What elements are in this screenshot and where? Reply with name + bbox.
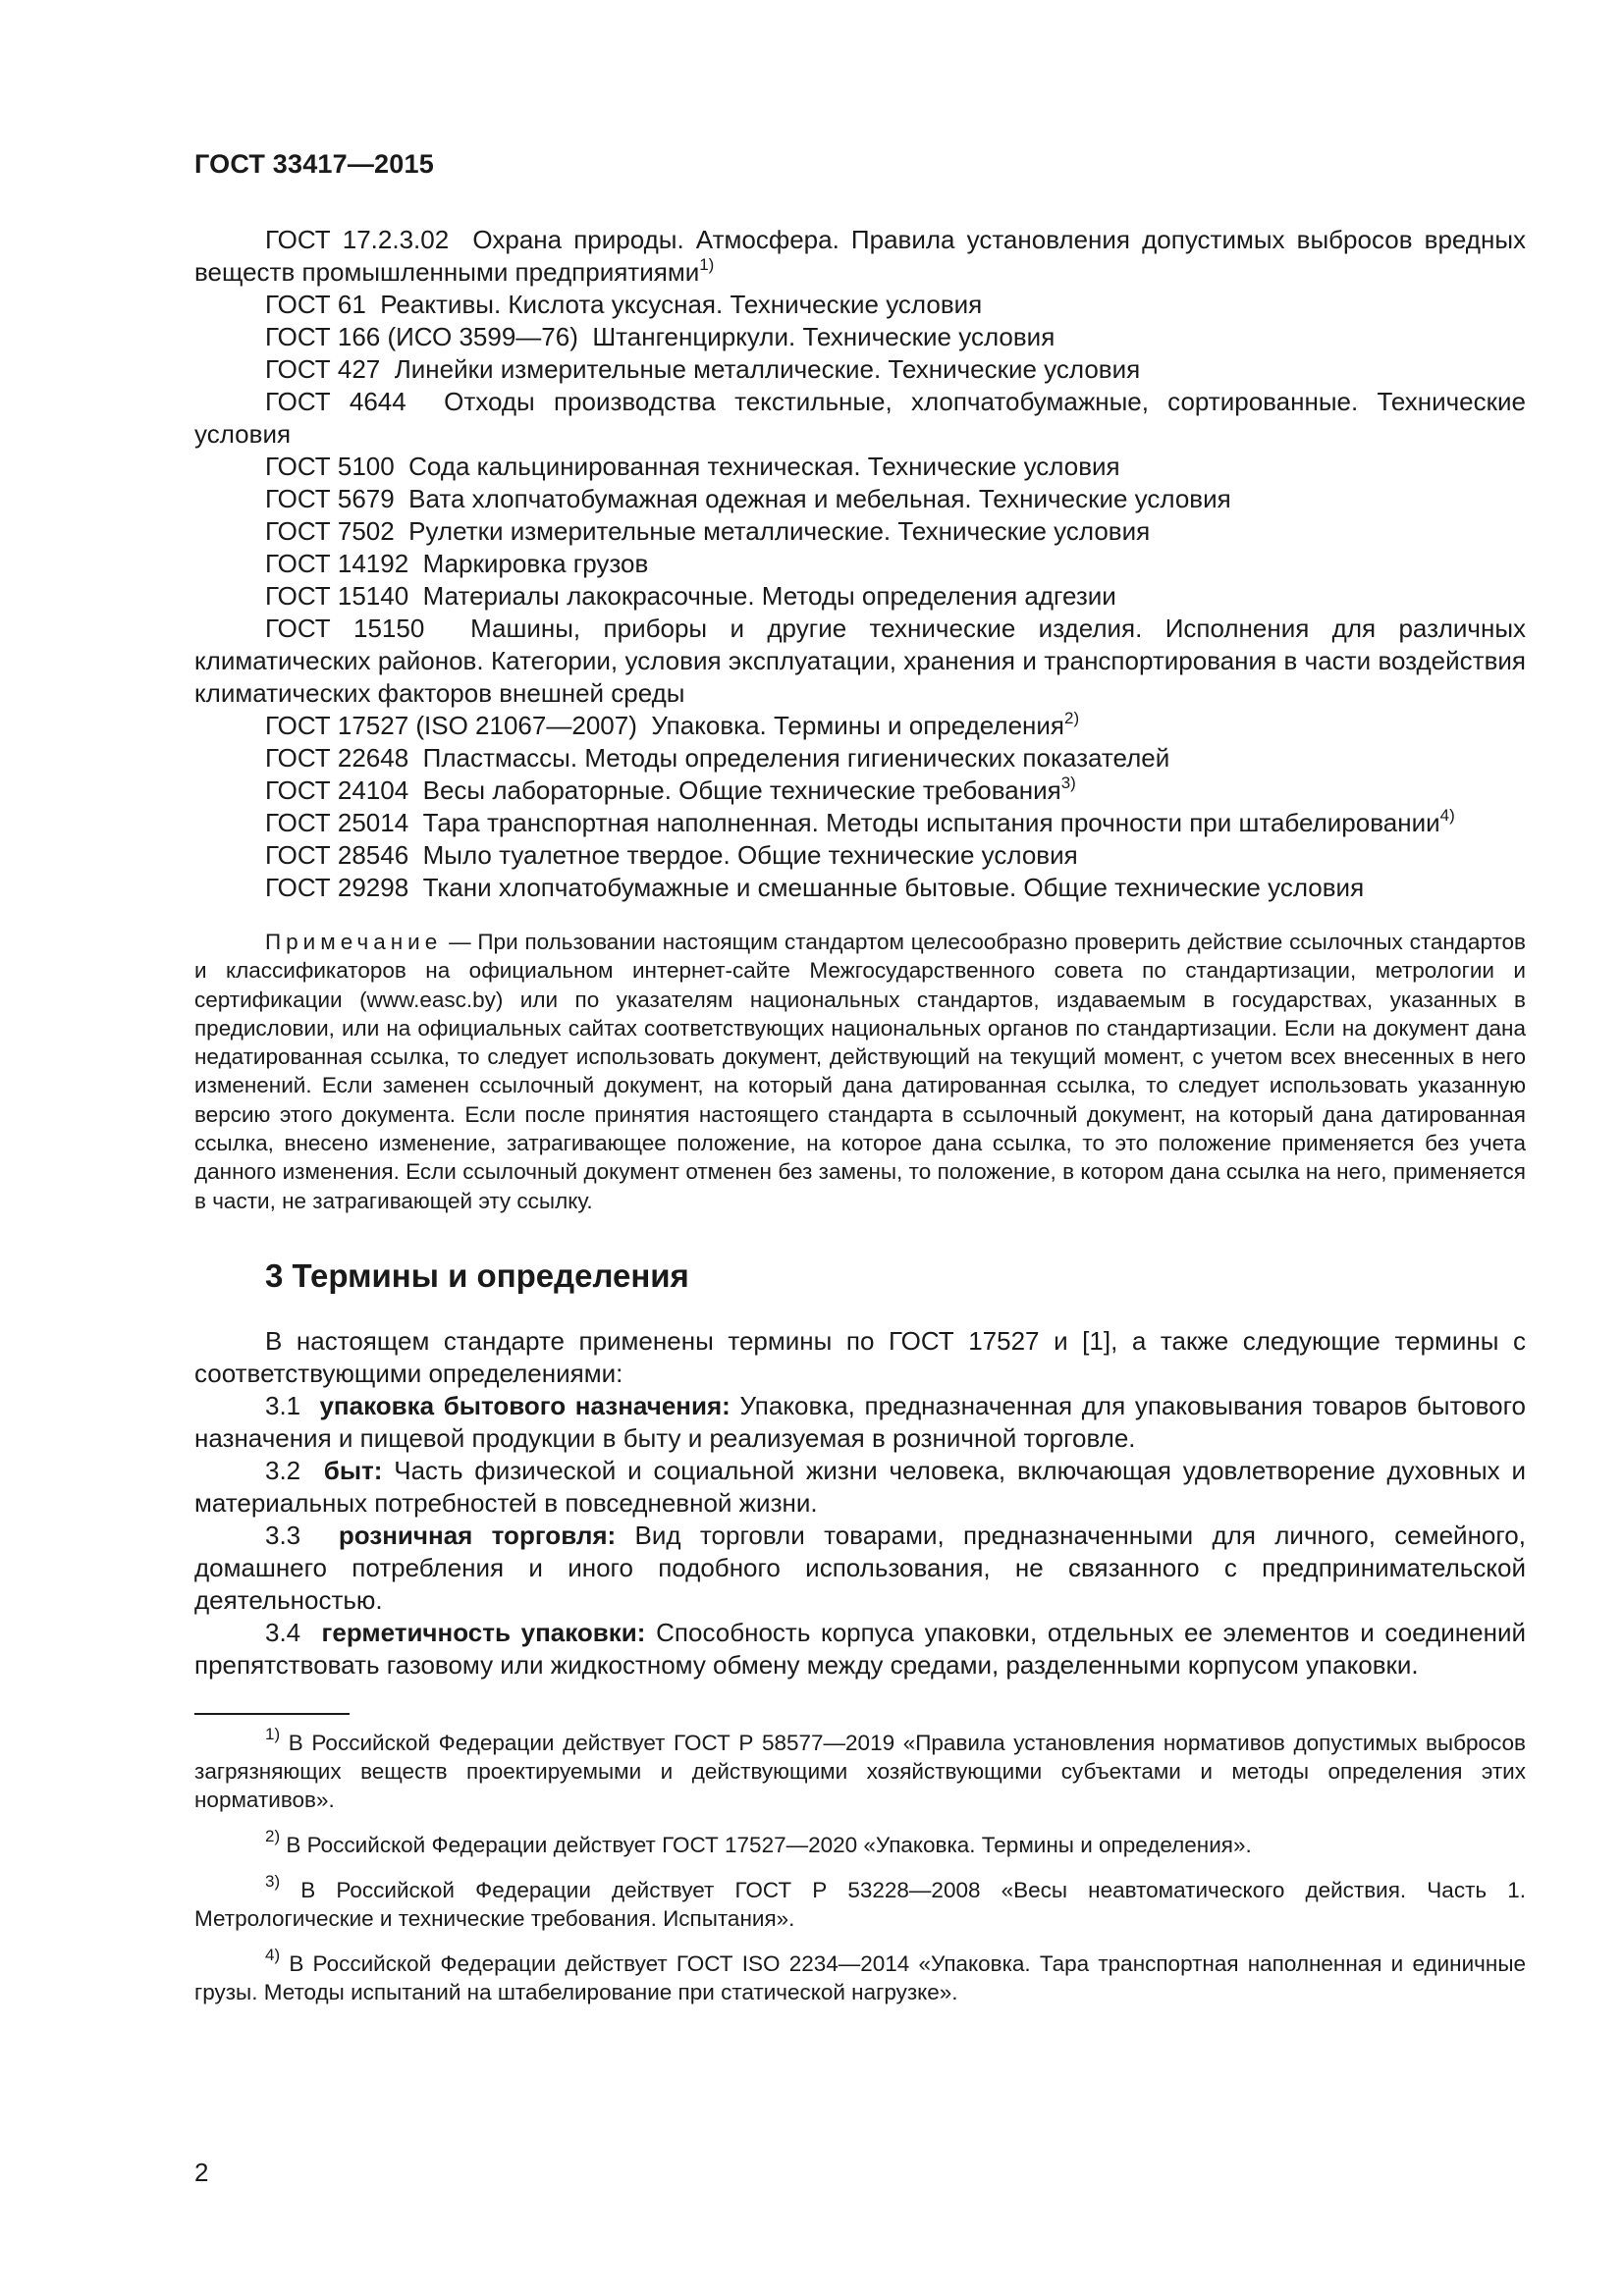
reference-title: Машины, приборы и другие технические изделия. Исполнения для различных климатических районов. Категории, условия эксплуатации, хранения и транспортирования в части воздействия климатических факторов внешней среды: [194, 614, 1527, 708]
term-entry: [194, 1455, 1526, 1520]
footnote-text: В Российской Федерации действует ГОСТ Р 58577—2019 «Правила установления нормативов допустимых выбросов загрязняющих веществ проектируемыми и действующими хозяйствующими субъектами и методы определения этих нормативов».: [194, 1730, 1526, 1812]
reference-title: Тара транспортная наполненная. Методы испытания прочности при штабелировании: [422, 808, 1440, 837]
reference-code: ГОСТ 427: [265, 354, 381, 384]
footnotes: [194, 1724, 1526, 2006]
reference-code: ГОСТ 166 (ИСО 3599—76): [265, 322, 578, 351]
reference-item: [194, 742, 1526, 774]
reference-code: ГОСТ 25014: [265, 808, 409, 837]
reference-code: ГОСТ 4644: [265, 387, 406, 416]
term-entry: [194, 1520, 1526, 1617]
reference-title: Линейки измерительные металлические. Технические условия: [394, 354, 1141, 384]
reference-item: [194, 774, 1526, 807]
footnote-mark: 2): [265, 1826, 281, 1845]
term-number: 3.2: [265, 1455, 301, 1485]
reference-item: [194, 807, 1526, 839]
references-note: [194, 928, 1526, 1215]
reference-item: [194, 580, 1526, 613]
footnote-separator: [194, 1713, 350, 1715]
term-entry: [194, 1617, 1526, 1682]
reference-item: [194, 451, 1526, 483]
term-number: 3.1: [265, 1390, 301, 1420]
footnote-text: В Российской Федерации действует ГОСТ Р 53228—2008 «Весы неавтоматического действия. Часть 1. Метрологические и технические требования. Испытания».: [194, 1877, 1526, 1931]
reference-code: ГОСТ 28546: [265, 840, 409, 870]
reference-code: ГОСТ 61: [265, 290, 366, 319]
reference-code: ГОСТ 5100: [265, 452, 395, 481]
reference-title: Отходы производства текстильные, хлопчатобумажные, сортированные. Технические условия: [194, 387, 1526, 449]
reference-code: ГОСТ 15150: [265, 614, 425, 643]
reference-code: ГОСТ 7502: [265, 516, 395, 546]
running-header: ГОСТ 33417—2015: [194, 149, 434, 179]
reference-title: Весы лабораторные. Общие технические требования: [422, 775, 1061, 805]
footnote-mark: 4): [265, 1945, 281, 1964]
reference-code: ГОСТ 14192: [265, 549, 409, 578]
footnote-ref: 4): [1439, 806, 1455, 825]
term-definition: Часть физической и социальной жизни человека, включающая удовлетворение духовных и материальных потребностей в повседневной жизни.: [194, 1455, 1527, 1518]
reference-item: [194, 515, 1526, 548]
reference-code: ГОСТ 5679: [265, 484, 395, 513]
footnote-mark: 3): [265, 1871, 281, 1891]
note-text: — При пользовании настоящим стандартом целесообразно проверить действие ссылочных стандартов и классификаторов на официальном интернет-сайте Межгосударственного совета по стандартизации, метрологии и сертификации (www.easc.by) или по указателям национальных стандартов, издаваемым в государствах, указанных в предисловии, или на официальных сайтах соответствующих национальных органов по стандартизации. Если на документ дана недатированная ссылка, то следует использовать документ, действующий на текущий момент, с учетом всех внесенных в него изменений. Если заменен ссылочный документ, на который дана датированная ссылка, то следует использовать указанную версию этого документа. Если после принятия настоящего стандарта в ссылочный документ, на который дана датированная ссылка, внесено изменение, затрагивающее положение, на которое дана ссылка, то это положение применяется без учета данного изменения. Если ссылочный документ отменен без замены, то положение, в котором дана ссылка на него, применяется в части, не затрагивающей эту ссылку.: [194, 930, 1526, 1213]
footnote-ref: 3): [1060, 774, 1076, 792]
reference-title: Рулетки измерительные металлические. Технические условия: [408, 516, 1151, 546]
reference-item: [194, 386, 1526, 451]
reference-item: [194, 839, 1526, 872]
term-number: 3.4: [265, 1617, 301, 1647]
term-name: герметичность упаковки:: [321, 1617, 646, 1647]
reference-code: ГОСТ 24104: [265, 775, 409, 805]
page-body: [194, 224, 1526, 2023]
footnote: [194, 1724, 1526, 1814]
term-name: упаковка бытового назначения:: [319, 1390, 731, 1420]
reference-item: [194, 548, 1526, 580]
reference-code: ГОСТ 22648: [265, 743, 409, 773]
reference-title: Ткани хлопчатобумажные и смешанные бытовые. Общие технические условия: [422, 873, 1365, 902]
footnote-ref: 2): [1064, 709, 1080, 727]
reference-code: ГОСТ 17.2.3.02: [265, 225, 450, 254]
reference-title: Маркировка грузов: [422, 549, 649, 578]
reference-item: [194, 224, 1526, 289]
term-number: 3.3: [265, 1520, 301, 1550]
reference-title: Штангенциркули. Технические условия: [592, 322, 1056, 351]
reference-item: [194, 321, 1526, 353]
section-intro: В настоящем стандарте применены термины по ГОСТ 17527 и [1], а также следующие термины с соответствующими определениями:: [194, 1325, 1526, 1388]
page-number: 2: [194, 2158, 209, 2187]
reference-title: Сода кальцинированная техническая. Технические условия: [408, 452, 1120, 481]
reference-code: ГОСТ 29298: [265, 873, 409, 902]
reference-item: [194, 613, 1526, 710]
term-definition: Способность корпуса упаковки, отдельных ее элементов и соединений препятствовать газовому или жидкостному обмену между средами, разделенными корпусом упаковки.: [194, 1617, 1526, 1680]
term-entry: [194, 1390, 1526, 1455]
term-definition: Упаковка, предназначенная для упаковывания товаров бытового назначения и пищевой продукции в быту и реализуемая в розничной торговле.: [194, 1390, 1527, 1453]
note-label: Примечание: [265, 930, 443, 954]
reference-title: Вата хлопчатобумажная одежная и мебельная. Технические условия: [408, 484, 1231, 513]
term-name: быт:: [323, 1455, 383, 1485]
reference-item: [194, 353, 1526, 386]
footnote-mark: 1): [265, 1724, 281, 1743]
term-definition: Вид торговли товарами, предназначенными для личного, семейного, домашнего потребления и иного подобного использования, не связанного с предпринимательской деятельностью.: [194, 1520, 1526, 1615]
footnote-text: В Российской Федерации действует ГОСТ 17527—2020 «Упаковка. Термины и определения».: [286, 1832, 1252, 1857]
terms-section: [194, 1325, 1526, 1682]
reference-title: Пластмассы. Методы определения гигиенических показателей: [422, 743, 1170, 773]
reference-title: Материалы лакокрасочные. Методы определения адгезии: [422, 581, 1116, 611]
reference-item: [194, 289, 1526, 321]
reference-title: Охрана природы. Атмосфера. Правила установления допустимых выбросов вредных веществ промышленными предприятиями: [194, 225, 1527, 287]
footnote: [194, 1826, 1526, 1859]
footnote: [194, 1945, 1526, 2006]
section-heading: 3 Термины и определения: [265, 1256, 689, 1294]
reference-title: Мыло туалетное твердое. Общие технические условия: [422, 840, 1078, 870]
reference-item: [194, 483, 1526, 515]
normative-references-list: [194, 224, 1526, 904]
reference-code: ГОСТ 17527 (ISO 21067—2007): [265, 711, 637, 740]
reference-title: Упаковка. Термины и определения: [651, 711, 1064, 740]
reference-code: ГОСТ 15140: [265, 581, 409, 611]
term-name: розничная торговля:: [338, 1520, 617, 1550]
reference-item: [194, 710, 1526, 742]
reference-title: Реактивы. Кислота уксусная. Технические условия: [380, 290, 983, 319]
footnote-text: В Российской Федерации действует ГОСТ ISO 2234—2014 «Упаковка. Тара транспортная наполненная и единичные грузы. Методы испытаний на штабелирование при статической нагрузке».: [194, 1950, 1526, 2004]
footnote-ref: 1): [699, 255, 715, 274]
reference-item: [194, 872, 1526, 904]
footnote: [194, 1871, 1526, 1933]
